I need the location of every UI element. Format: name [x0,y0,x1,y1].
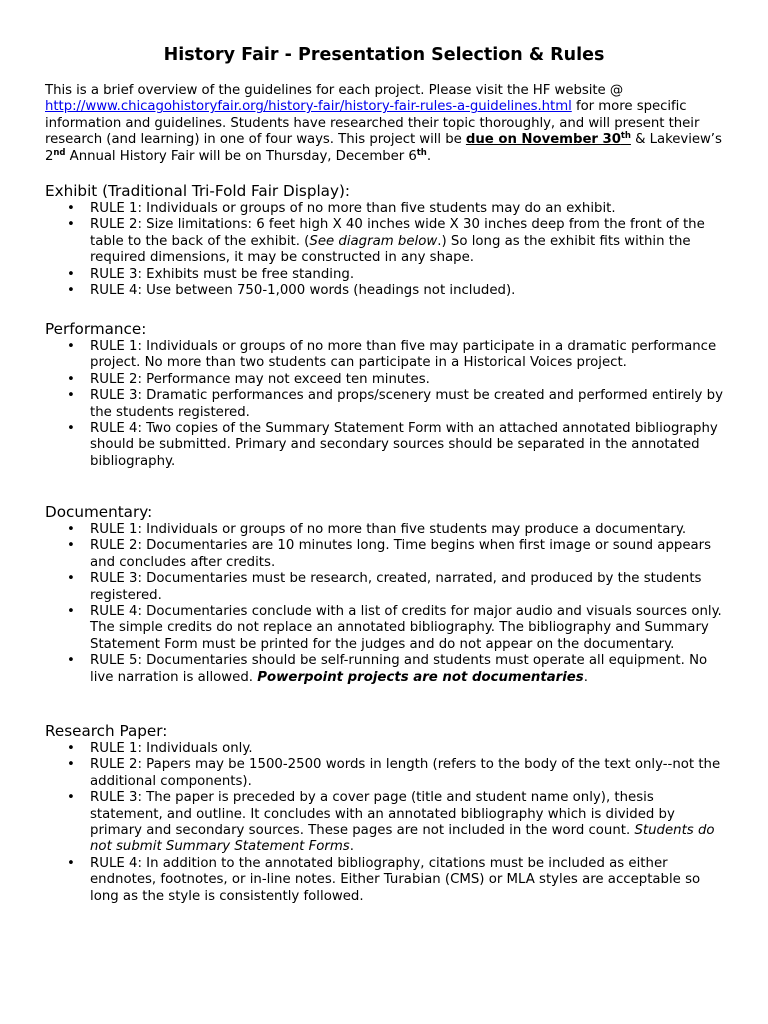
performance-rules [45,339,728,470]
list-item: • RULE 4: Two copies of the Summary Statement Form with an attached annotated bibliography should be submitted. Primary and secondary sources should be separated in the annotated bibliography. [45,421,728,470]
page-title: History Fair - Presentation Selection & Rules [163,45,605,65]
list-item: • RULE 3: Dramatic performances and props/scenery must be created and performed entirely by the students registered. [45,388,728,421]
list-item: • RULE 2: Papers may be 1500-2500 words in length (refers to the body of the text only--not the additional components). [45,757,728,790]
list-item: • RULE 1: Individuals or groups of no more than five students may produce a documentary. [45,522,728,538]
list-item: • RULE 5: Documentaries should be self-running and students must operate all equipment. No live narration is allowed. Powerpoint projects are not documentaries. [45,653,728,686]
exhibit-rules [45,201,728,299]
list-item: • RULE 1: Individuals or groups of no more than five may participate in a dramatic performance project. No more than two students can participate in a Historical Voices project. [45,339,728,372]
list-item: • RULE 2: Size limitations: 6 feet high X 40 inches wide X 30 inches deep from the front of the table to the back of the exhibit. (See diagram below.) So long as the exhibit fits within the required dimensions, it may be constructed in any shape. [45,217,728,266]
intro-text-3: & Lakeview’s 2 [45,132,722,164]
due-date: due on November 30th [465,131,631,148]
ordinal-suffix: nd [53,147,66,158]
performance-section [45,320,728,470]
documentary-heading: Documentary: [45,503,153,521]
list-item: • RULE 3: The paper is preceded by a cover page (title and student name only), thesis statement, and outline. It concludes with an annotated bibliography which is divided by primary and secondary sources. These pages are not included in the word count. Students do not submit Summary Statement Forms. [45,790,728,856]
list-item: • RULE 2: Performance may not exceed ten minutes. [45,372,728,388]
list-item: • RULE 3: Exhibits must be free standing. [45,267,728,283]
list-item: • RULE 2: Documentaries are 10 minutes long. Time begins when first image or sound appears and concludes after credits. [45,538,728,571]
documentary-section [45,503,728,686]
research-paper-rules [45,741,728,905]
research-paper-section [45,722,728,905]
list-item: • RULE 4: In addition to the annotated bibliography, citations must be included as either endnotes, footnotes, or in-line notes. Either Turabian (CMS) or MLA styles are acceptable so long as the style is consistently followed. [45,856,728,905]
intro-text-4: Annual History Fair will be on Thursday, December 6 [65,148,417,164]
intro-text-5: . [426,148,431,164]
intro-text-2: for more specific information and guidelines. Students have researched their topic thoroughly, and will present their research (and learning) in one of four ways. This project will be [45,99,700,148]
list-item: • RULE 4: Use between 750-1,000 words (headings not included). [45,283,728,299]
list-item: • RULE 1: Individuals or groups of no more than five students may do an exhibit. [45,201,728,217]
exhibit-section [45,182,728,299]
research-paper-heading: Research Paper: [45,722,168,740]
exhibit-heading: Exhibit (Traditional Tri-Fold Fair Display): [45,182,351,200]
list-item: • RULE 4: Documentaries conclude with a list of credits for major audio and visuals sources only. The simple credits do not replace an annotated bibliography. The bibliography and Summary Statement Form must be printed for the judges and do not appear on the documentary. [45,604,728,653]
list-item: • RULE 1: Individuals only. [45,741,728,757]
list-item: • RULE 3: Documentaries must be research, created, narrated, and produced by the students registered. [45,571,728,604]
intro-paragraph [45,83,728,165]
date-suffix: th [416,147,427,158]
performance-heading: Performance: [45,320,147,338]
hf-website-link[interactable]: http://www.chicagohistoryfair.org/history-fair/history-fair-rules-a-guidelines.html [45,99,572,115]
intro-text-1: This is a brief overview of the guidelines for each project. Please visit the HF website @ [45,83,624,98]
documentary-rules [45,522,728,686]
